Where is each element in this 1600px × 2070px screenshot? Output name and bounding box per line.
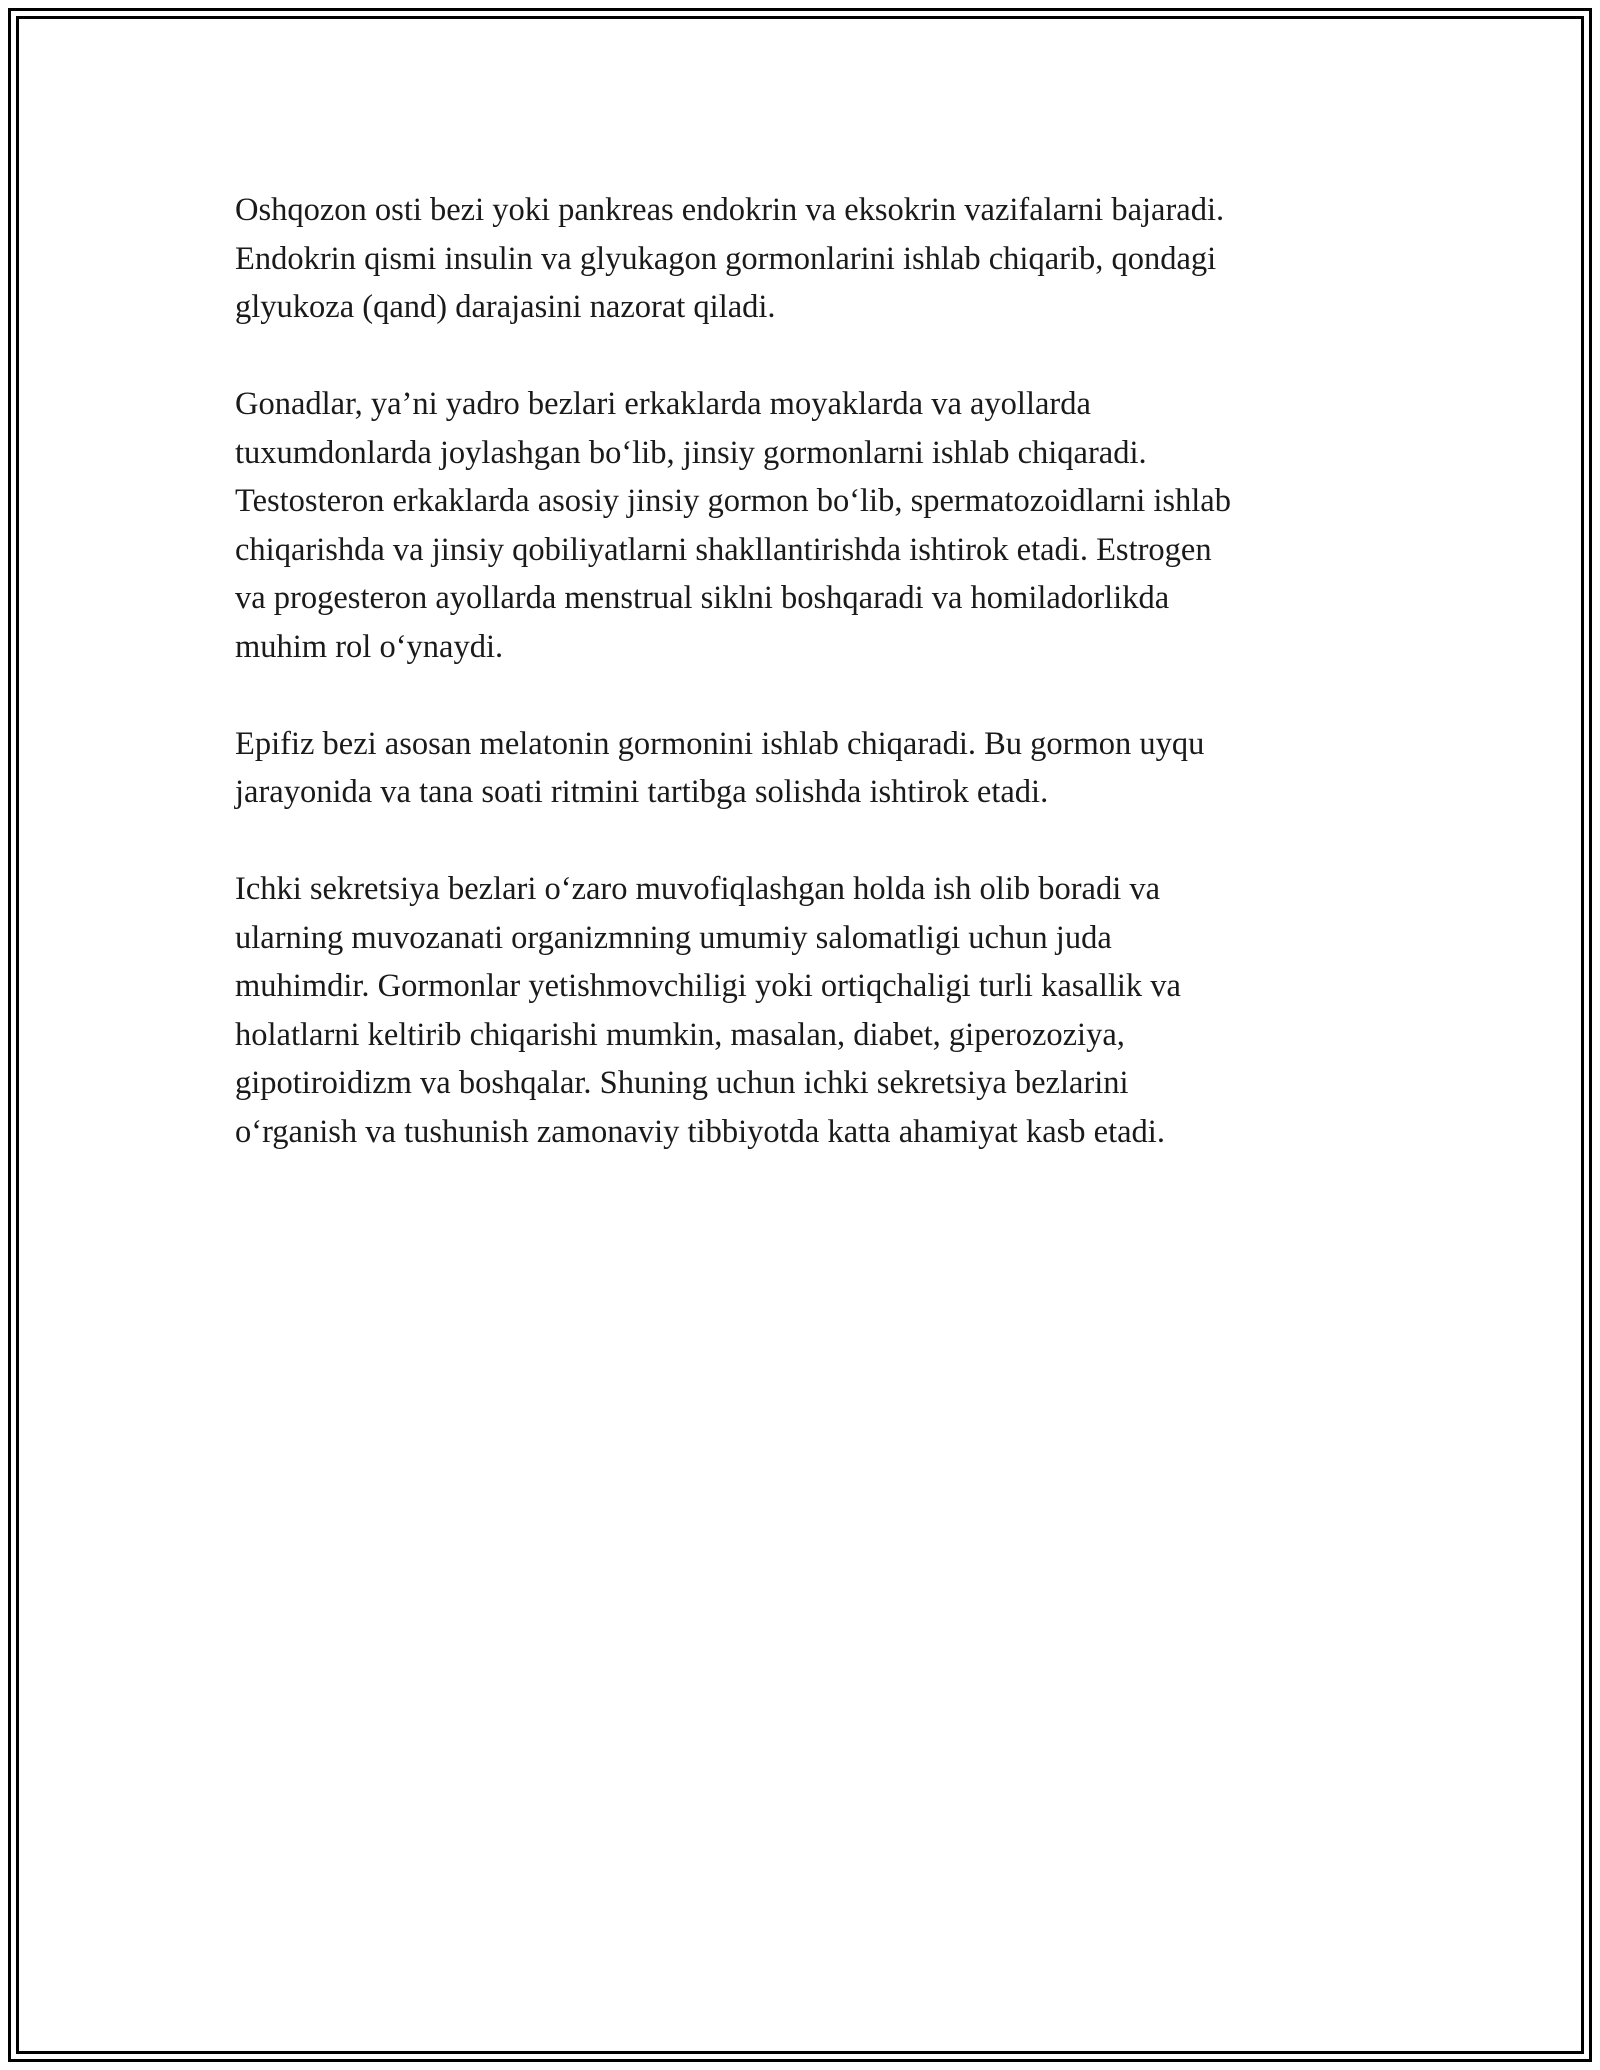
paragraph-gonads <box>235 380 1370 671</box>
text-line: Epifiz bezi asosan melatonin gormonini ishlab chiqaradi. Bu gormon uyqu <box>235 725 1205 762</box>
paragraph-pancreas <box>235 186 1370 332</box>
text-line: muhimdir. Gormonlar yetishmovchiligi yoki ortiqchaligi turli kasallik va <box>235 968 1181 1004</box>
paragraph-endocrine-summary <box>235 865 1370 1156</box>
text-line: Ichki sekretsiya bezlari o‘zaro muvofiqlashgan holda ish olib boradi va <box>235 871 1161 907</box>
text-line: Oshqozon osti bezi yoki pankreas endokrin va eksokrin vazifalarni bajaradi. <box>235 192 1225 228</box>
text-line: glyukoza (qand) darajasini nazorat qiladi. <box>235 289 776 325</box>
text-line: chiqarishda va jinsiy qobiliyatlarni shakllantirishda ishtirok etadi. Estrogen <box>235 531 1212 568</box>
text-line: Gonadlar, ya’ni yadro bezlari erkaklarda moyaklarda va ayollarda <box>235 386 1091 422</box>
text-line: ularning muvozanati organizmning umumiy salomatligi uchun juda <box>235 919 1112 956</box>
text-line: gipotiroidizm va boshqalar. Shuning uchun ichki sekretsiya bezlarini <box>235 1065 1129 1101</box>
text-line: holatlarni keltirib chiqarishi mumkin, masalan, diabet, giperozoziya, <box>235 1016 1125 1053</box>
document-body <box>235 186 1370 1205</box>
text-line: Testosteron erkaklarda asosiy jinsiy gormon bo‘lib, spermatozoidlarni ishlab <box>235 483 1231 519</box>
text-line: o‘rganish va tushunish zamonaviy tibbiyotda katta ahamiyat kasb etadi. <box>235 1113 1165 1150</box>
text-line: muhim rol o‘ynaydi. <box>235 628 504 665</box>
paragraph-pineal <box>235 720 1370 817</box>
text-line: va progesteron ayollarda menstrual siklni boshqaradi va homiladorlikda <box>235 580 1170 616</box>
text-line: tuxumdonlarda joylashgan bo‘lib, jinsiy gormonlarni ishlab chiqaradi. <box>235 434 1147 471</box>
text-line: jarayonida va tana soati ritmini tartibga solishda ishtirok etadi. <box>235 774 1049 810</box>
text-line: Endokrin qismi insulin va glyukagon gormonlarini ishlab chiqarib, qondagi <box>235 240 1217 277</box>
